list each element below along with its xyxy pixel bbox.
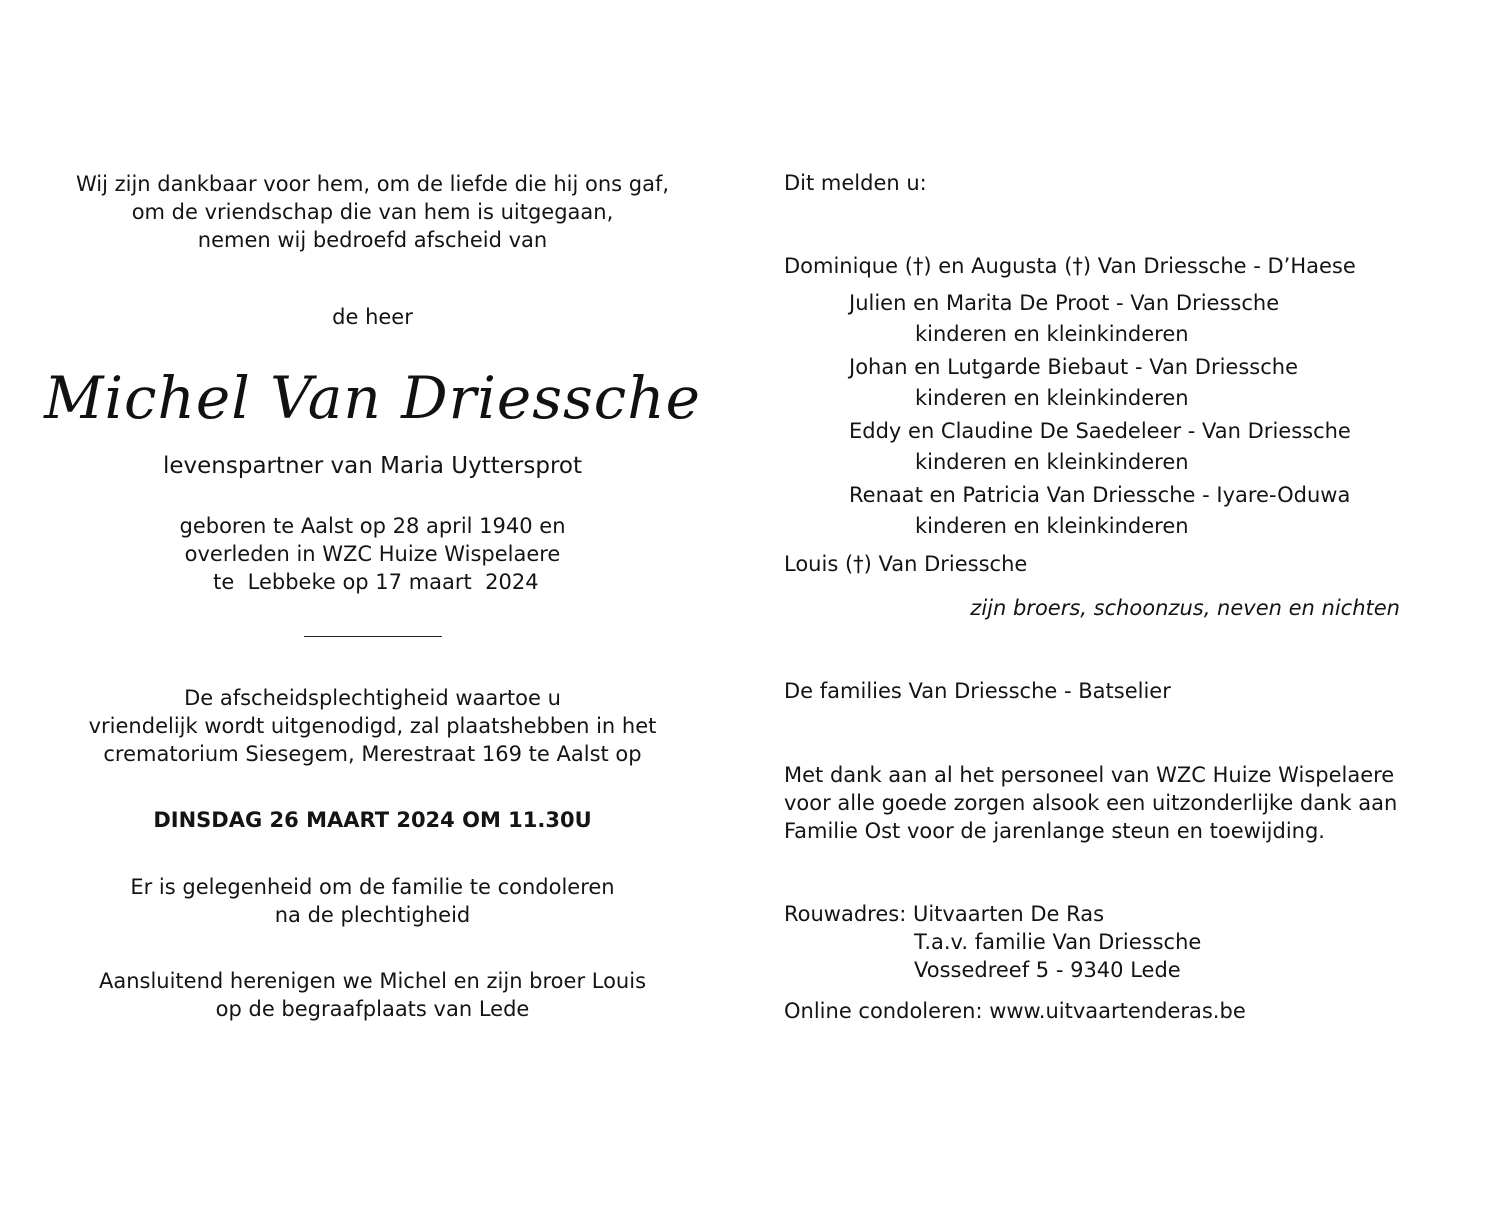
family-couple: Julien en Marita De Proot - Van Driessche [849,291,1280,315]
thanks-line: voor alle goede zorgen alsook een uitzonderlijke dank aan [784,791,1398,815]
family-children: kinderen en kleinkinderen [915,450,1189,474]
burial-line: Aansluitend herenigen we Michel en zijn broer Louis [98,969,647,993]
divider-line [304,636,442,637]
announcement-heading: Dit melden u: [784,171,927,195]
relation-line: zijn broers, schoonzus, neven en nichten [970,596,1400,620]
condolence-text [40,873,705,929]
family-children: kinderen en kleinkinderen [915,322,1189,346]
honorific: de heer [332,305,413,329]
brother-line: Louis (†) Van Driessche [784,552,1028,576]
condolence-line: na de plechtigheid [274,903,471,927]
intro-line: nemen wij bedroefd afscheid van [197,228,548,252]
burial-text [40,967,705,1023]
life-line: te Lebbeke op 17 maart 2024 [206,570,539,594]
ceremony-text [40,684,705,768]
thanks-line: Met dank aan al het personeel van WZC Huize Wispelaere [784,763,1395,787]
ceremony-line: De afscheidsplechtigheid waartoe u [184,686,561,710]
address-label: Rouwadres: Uitvaarten De Ras [784,902,1105,926]
online-condolence: Online condoleren: www.uitvaartenderas.be [784,999,1246,1023]
burial-line: op de begraafplaats van Lede [215,997,530,1021]
intro-line: Wij zijn dankbaar voor hem, om de liefde die hij ons gaf, [75,172,670,196]
thanks-text [784,761,1424,845]
life-line: overleden in WZC Huize Wispelaere [184,542,561,566]
family-children: kinderen en kleinkinderen [915,514,1189,538]
deceased-name: Michel Van Driessche [44,364,701,432]
partner-line: levenspartner van Maria Uyttersprot [162,453,583,479]
family-list [784,288,1424,542]
family-couple: Johan en Lutgarde Biebaut - Van Driessche [849,355,1299,379]
ceremony-date: DINSDAG 26 MAART 2024 OM 11.30U [153,808,592,832]
address-line: Vossedreef 5 - 9340 Lede [914,958,1181,982]
condolence-line: Er is gelegenheid om de familie te condoleren [130,875,615,899]
intro-text [40,170,705,254]
life-line: geboren te Aalst op 28 april 1940 en [179,514,566,538]
family-couple: Renaat en Patricia Van Driessche - Iyare-Oduwa [849,483,1351,507]
parents-line: Dominique (†) en Augusta (†) Van Driessche - D’Haese [784,254,1356,278]
family-children: kinderen en kleinkinderen [915,386,1189,410]
family-couple: Eddy en Claudine De Saedeleer - Van Driessche [849,419,1351,443]
address-line: T.a.v. familie Van Driessche [914,930,1202,954]
life-dates [40,512,705,596]
mourning-address [784,900,1424,984]
ceremony-line: crematorium Siesegem, Merestraat 169 te Aalst op [103,742,642,766]
extended-family-line: De families Van Driessche - Batselier [784,679,1171,703]
intro-line: om de vriendschap die van hem is uitgegaan, [131,200,614,224]
thanks-line: Familie Ost voor de jarenlange steun en toewijding. [784,819,1325,843]
ceremony-line: vriendelijk wordt uitgenodigd, zal plaatshebben in het [88,714,657,738]
